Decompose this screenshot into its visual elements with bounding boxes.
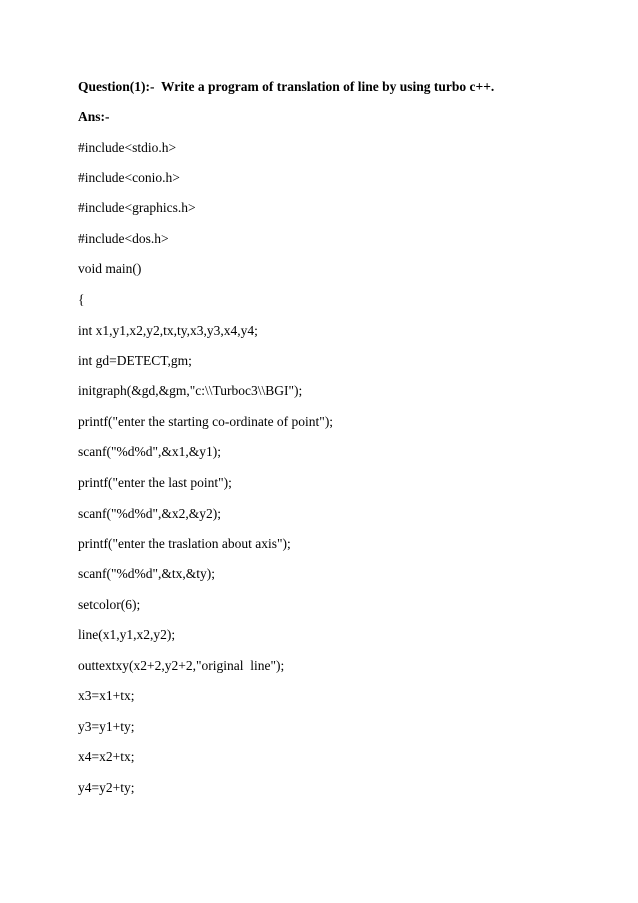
code-line: x3=x1+tx; — [78, 688, 135, 703]
code-line: scanf("%d%d",&x1,&y1); — [78, 444, 221, 459]
code-line: scanf("%d%d",&tx,&ty); — [78, 566, 215, 581]
code-line: printf("enter the last point"); — [78, 475, 232, 490]
code-line: outtextxy(x2+2,y2+2,"original line"); — [78, 658, 285, 673]
code-line: x4=x2+tx; — [78, 749, 135, 764]
code-line: y4=y2+ty; — [78, 780, 135, 795]
code-line: printf("enter the traslation about axis"); — [78, 536, 291, 551]
code-line: #include<conio.h> — [78, 170, 180, 185]
code-line: y3=y1+ty; — [78, 719, 135, 734]
code-line: printf("enter the starting co-ordinate of point"); — [78, 414, 334, 429]
code-line: scanf("%d%d",&x2,&y2); — [78, 506, 221, 521]
code-line: #include<graphics.h> — [78, 200, 196, 215]
code-line: setcolor(6); — [78, 597, 141, 612]
code-line: { — [78, 292, 85, 307]
code-line: int x1,y1,x2,y2,tx,ty,x3,y3,x4,y4; — [78, 323, 258, 338]
question-heading: Question(1):- Write a program of translation of line by using turbo c++. — [78, 79, 495, 94]
answer-label: Ans:- — [78, 109, 110, 124]
code-line: #include<dos.h> — [78, 231, 169, 246]
code-line: #include<stdio.h> — [78, 140, 177, 155]
code-line: int gd=DETECT,gm; — [78, 353, 192, 368]
code-line: initgraph(&gd,&gm,"c:\\Turboc3\\BGI"); — [78, 383, 303, 398]
code-line: line(x1,y1,x2,y2); — [78, 627, 176, 642]
code-line: void main() — [78, 261, 142, 276]
